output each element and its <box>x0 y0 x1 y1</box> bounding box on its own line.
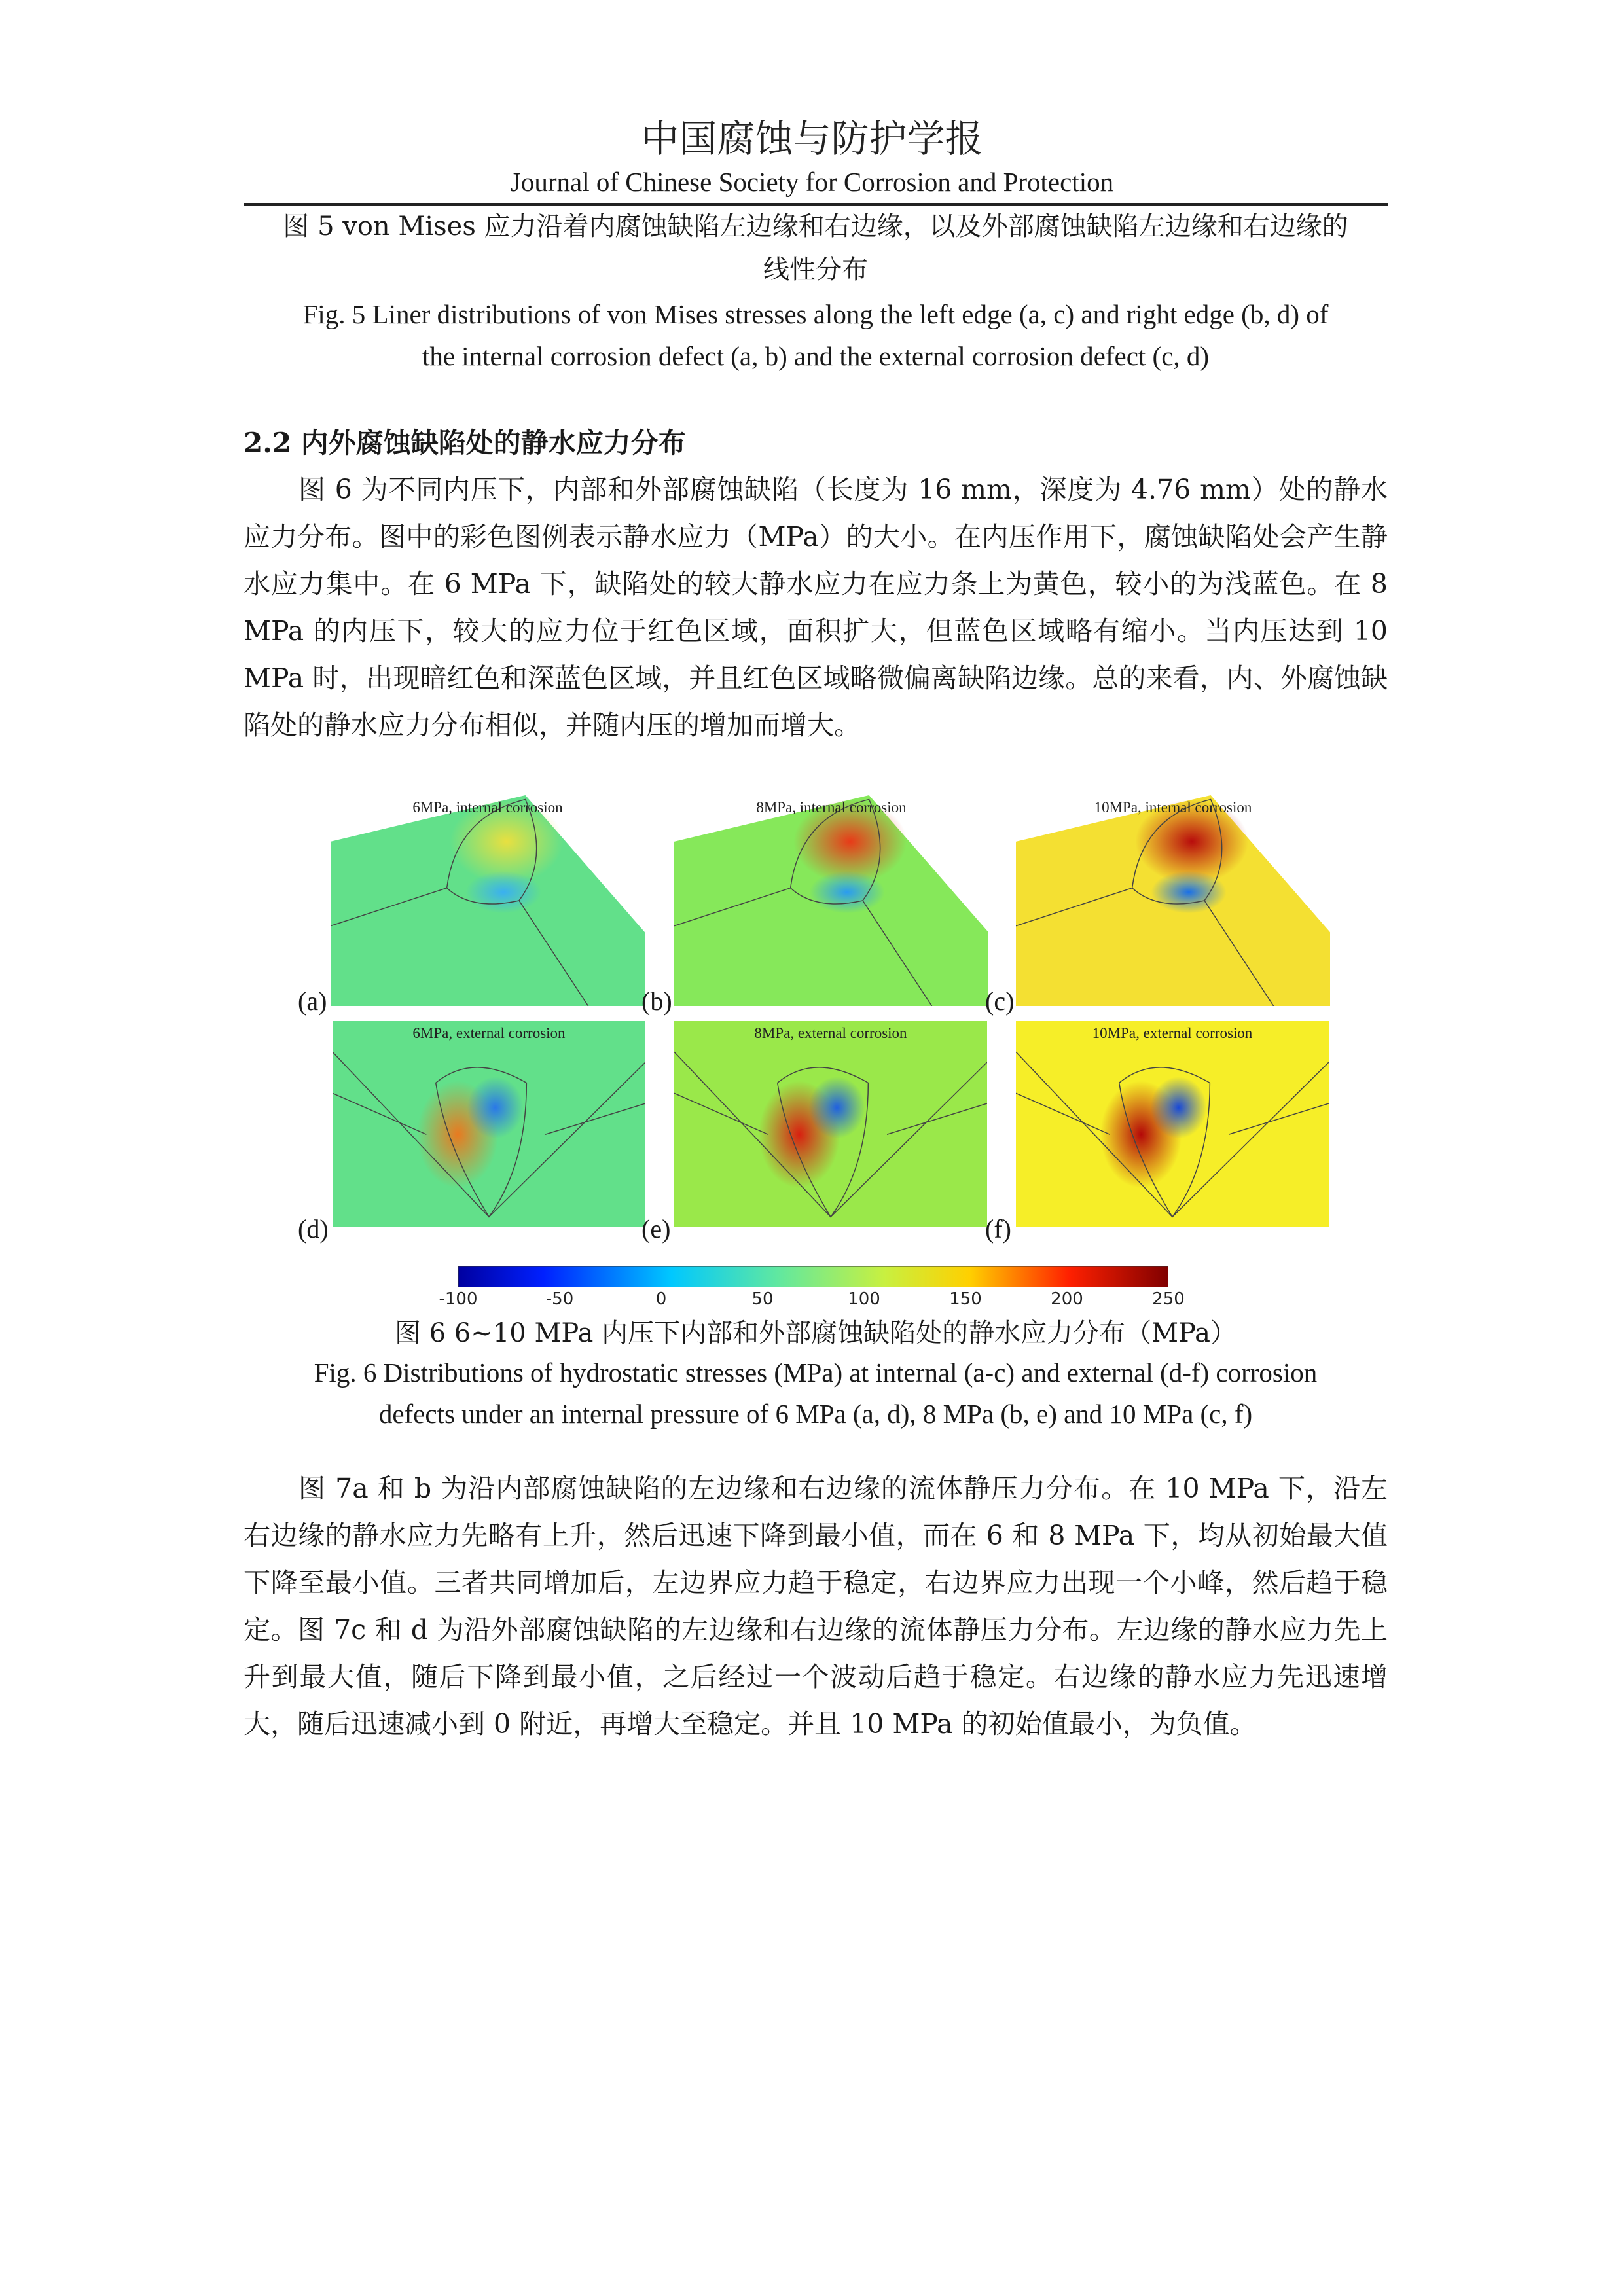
panel-title: 6MPa, external corrosion <box>412 1025 566 1041</box>
contour-plot <box>1016 795 1330 1006</box>
contour-plot <box>1016 1021 1329 1227</box>
figure-6-panel <box>1016 1021 1329 1227</box>
low-stress-region <box>465 871 541 913</box>
journal-title-zh: 中国腐蚀与防护学报 <box>641 117 983 161</box>
fig5-caption-en-line2: the internal corrosion defect (a, b) and the external corrosion defect (c, d) <box>422 341 1210 371</box>
colorbar-tick-label: -50 <box>545 1289 574 1309</box>
fig5-caption-zh-line2: 线性分布 <box>763 255 868 285</box>
fig6-caption-zh: 图 6 6~10 MPa 内压下内部和外部腐蚀缺陷处的静水应力分布（MPa） <box>394 1318 1236 1348</box>
panel-label: (c) <box>985 986 1015 1016</box>
colorbar <box>458 1266 1168 1287</box>
low-stress-region <box>1151 1077 1207 1139</box>
colorbar-tick-label: 50 <box>751 1289 774 1309</box>
panel-label: (e) <box>641 1214 671 1244</box>
contour-plot <box>674 1021 987 1227</box>
panel-label: (d) <box>298 1214 329 1244</box>
low-stress-region <box>809 1077 865 1139</box>
fig5-caption-en-line1: Fig. 5 Liner distributions of von Mises stresses along the left edge (a, c) and right edge (b, d) of <box>302 299 1329 329</box>
contour-plot <box>333 1021 645 1227</box>
contour-plot <box>331 795 645 1006</box>
colorbar-tick-label: 150 <box>949 1289 982 1309</box>
colorbar-tick-label: 250 <box>1152 1289 1185 1309</box>
panel-label: (b) <box>641 986 672 1016</box>
colorbar-tick-label: -100 <box>439 1289 478 1309</box>
figure-6-panel <box>1016 795 1330 1006</box>
panel-label: (a) <box>298 986 327 1016</box>
paragraph-1: 图 6 为不同内压下，内部和外部腐蚀缺陷（长度为 16 mm，深度为 4.76 mm）处的静水应力分布。图中的彩色图例表示静水应力（MPa）的大小。在内压作用下，腐蚀缺陷处会产生静水应力集中。在 6 MPa 下，缺陷处的较大静水应力在应力条上为黄色，较小的为浅蓝色。在 8 MPa 的内压下，较大的应力位于红色区域，面积扩大，但蓝色区域略有缩小。当内压达到 10 MPa 时，出现暗红色和深蓝色区域，并且红色区域略微偏离缺陷边缘。总的来看，内、外腐蚀缺陷处的静水应力分布相似，并随内压的增加而增大。 <box>244 474 1388 741</box>
fig5-caption-zh-line1: 图 5 von Mises 应力沿着内腐蚀缺陷左边缘和右边缘，以及外部腐蚀缺陷左边缘和右边缘的 <box>283 211 1348 242</box>
panel-title: 6MPa, internal corrosion <box>412 799 563 816</box>
colorbar-tick-label: 200 <box>1051 1289 1083 1309</box>
figure-6-panel <box>674 795 988 1006</box>
low-stress-region <box>467 1077 524 1139</box>
contour-plot <box>674 795 988 1006</box>
colorbar-tick-label: 0 <box>655 1289 667 1309</box>
figure-6-panel <box>331 795 645 1006</box>
fig6-caption-en-line2: defects under an internal pressure of 6 MPa (a, d), 8 MPa (b, e) and 10 MPa (c, f) <box>378 1399 1253 1429</box>
panel-title: 10MPa, external corrosion <box>1092 1025 1253 1041</box>
panel-label: (f) <box>985 1214 1011 1244</box>
figure-6-panel <box>674 1021 987 1227</box>
panel-title: 10MPa, internal corrosion <box>1094 799 1252 816</box>
low-stress-region <box>1151 871 1226 913</box>
colorbar-tick-label: 100 <box>848 1289 880 1309</box>
paragraph-2: 图 7a 和 b 为沿内部腐蚀缺陷的左边缘和右边缘的流体静压力分布。在 10 MPa 下，沿左右边缘的静水应力先略有上升，然后迅速下降到最小值，而在 6 和 8 MPa 下，均从初始最大值下降至最小值。三者共同增加后，左边界应力趋于稳定，右边界应力出现一个小峰，然后趋于稳定。图 7c 和 d 为沿外部腐蚀缺陷的左边缘和右边缘的流体静压力分布。左边缘的静水应力先上升到最大值，随后下降到最小值，之后经过一个波动后趋于稳定。右边缘的静水应力先迅速增大，随后迅速减小到 0 附近，再增大至稳定。并且 10 MPa 的初始值最小，为负值。 <box>244 1473 1388 1740</box>
figure-6-panel <box>333 1021 645 1227</box>
fig6-caption-en-line1: Fig. 6 Distributions of hydrostatic stresses (MPa) at internal (a-c) and external (d-f) corrosion <box>314 1357 1318 1388</box>
panel-title: 8MPa, internal corrosion <box>756 799 907 816</box>
panel-title: 8MPa, external corrosion <box>754 1025 907 1041</box>
journal-title-en: Journal of Chinese Society for Corrosion and Protection <box>510 167 1114 197</box>
section-heading: 2.2 内外腐蚀缺陷处的静水应力分布 <box>244 427 686 459</box>
low-stress-region <box>809 871 884 913</box>
